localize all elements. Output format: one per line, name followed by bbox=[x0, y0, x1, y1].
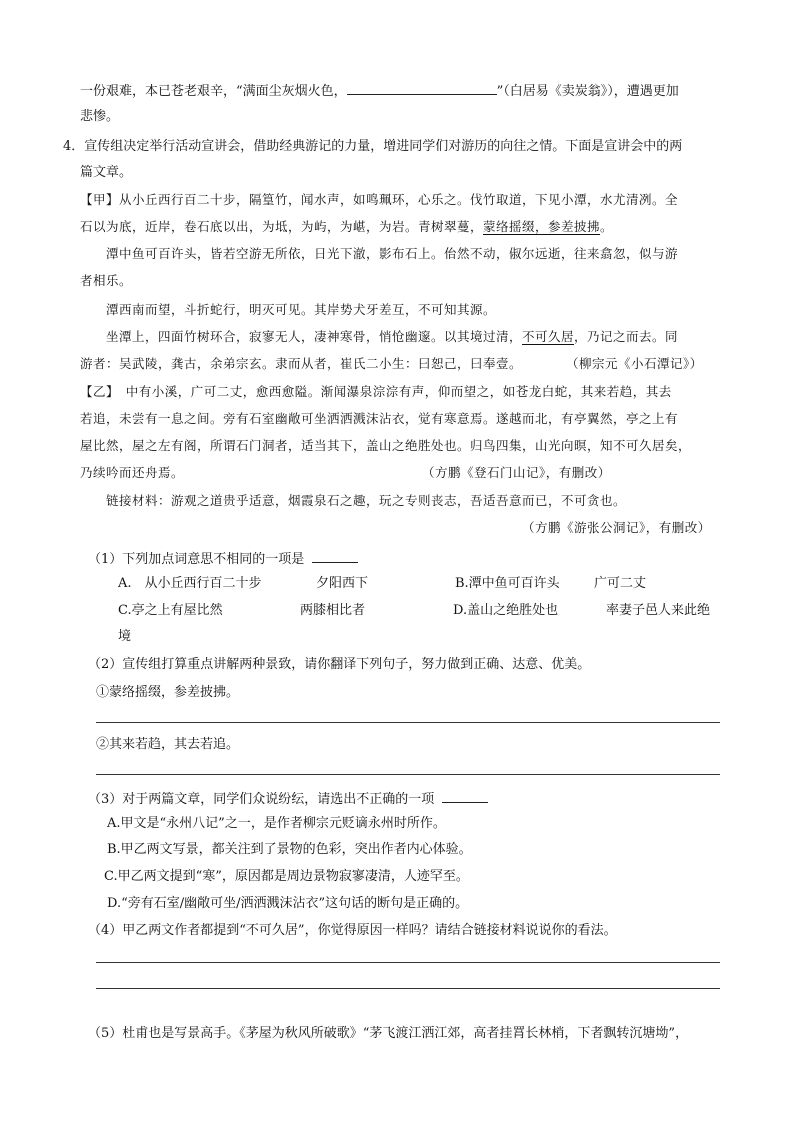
yi-p1-line1: 【乙】 中有小溪，广可二丈，愈西愈隘。渐闻瀑泉淙淙有声，仰而望之，如苍龙白蛇，其来若趋，其去 bbox=[80, 384, 672, 399]
q5-stem: （5）杜甫也是写景高手。《茅屋为秋风所破歌》“茅飞渡江洒江郊，高者挂罥长林梢，下者飘转沉塘坳”， bbox=[88, 1026, 689, 1041]
answer-blank[interactable] bbox=[347, 82, 497, 95]
jia-underlined-phrase: 蒙络摇缀，参差披拂 bbox=[483, 219, 601, 234]
jia-p4-line2: 游者：吴武陵，龚古，余弟宗玄。隶而从者，崔氏二小生：曰恕己，曰奉壹。 bbox=[80, 356, 523, 371]
q2-stem: （2）宣传组打算重点讲解两种景致，请你翻译下列句子，努力做到正确、达意、优美。 bbox=[88, 657, 591, 672]
q1-option-d: D.盖山之绝胜处也 bbox=[453, 603, 559, 618]
top-line-1-post: ”（白居易《卖炭翁》），遭遇更加 bbox=[496, 84, 679, 99]
jia-p4-post: ，乃记之而去。同 bbox=[574, 329, 679, 344]
q4sub-stem: （4）甲乙两文作者都提到“不可久居”，你觉得原因一样吗？请结合链接材料说说你的看法。 bbox=[88, 923, 617, 938]
q1-option-c: C.亭之上有屋比然 bbox=[118, 603, 223, 618]
q3-stem bbox=[88, 790, 488, 806]
q3-option-c: C.甲乙两文提到“寒”，原因都是周边景物寂寥凄清，人迹罕至。 bbox=[104, 869, 469, 884]
q3-option-d: D.“旁有石室/幽敞可坐/洒洒溅沫沾衣”这句话的断句是正确的。 bbox=[107, 896, 469, 911]
q3-answer-blank[interactable] bbox=[442, 790, 488, 803]
q1-option-c-compare: 两膝相比者 bbox=[300, 603, 366, 618]
q2-sentence-2: ②其来若趋，其去若追。 bbox=[96, 737, 240, 752]
q3-stem-text: （3）对于两篇文章，同学们众说纷纭，请选出不正确的一项 bbox=[88, 792, 435, 807]
link-material: 链接材料：游观之道贵乎适意，烟霞泉石之趣，玩之专则丧志，吾适吾意而已，不可贪也。 bbox=[106, 493, 627, 508]
jia-underlined-bukejiuju: 不可久居 bbox=[522, 329, 575, 344]
q2-sentence-1: ①蒙络摇缀，参差披拂。 bbox=[96, 685, 240, 700]
yi-p1-line4: 乃续吟而还舟焉。 bbox=[80, 465, 185, 480]
q4-intro-2: 篇文章。 bbox=[80, 165, 133, 180]
q1-option-a-compare: 夕阳西下 bbox=[316, 576, 369, 591]
q1-option-d-compare-cont: 境 bbox=[118, 629, 132, 644]
q1-option-b-compare: 广可二丈 bbox=[594, 576, 647, 591]
top-line-1-pre: 一份艰难，本已苍老艰辛，“满面尘灰烟火色， bbox=[80, 84, 347, 99]
jia-source: （柳宗元《小石潭记》） bbox=[566, 356, 703, 371]
link-source: （方鹏《游张公洞记》，有删改） bbox=[522, 520, 711, 535]
q1-answer-blank[interactable] bbox=[312, 550, 358, 563]
jia-p1-line2-post: 。 bbox=[600, 219, 614, 234]
jia-p4-line1 bbox=[106, 331, 678, 344]
q1-stem bbox=[88, 550, 358, 566]
q4-intro-1: 4．宣传组决定举行活动宣讲会，借助经典游记的力量，增进同学们对游历的向往之情。下面是宣讲会中的两 bbox=[63, 139, 683, 154]
q2-answer-line-1[interactable] bbox=[96, 722, 720, 723]
q4sub-answer-line-2[interactable] bbox=[96, 988, 720, 989]
q3-option-a: A.甲文是“永州八记”之一，是作者柳宗元贬谪永州时所作。 bbox=[107, 816, 446, 831]
q1-option-a: A. 从小丘西行百二十步 bbox=[118, 576, 262, 591]
q1-option-d-compare: 率妻子邑人来此绝 bbox=[606, 603, 711, 618]
jia-p2-line1: 潭中鱼可百许头，皆若空游无所依，日光下澈，影布石上。佁然不动，俶尔远逝，往来翕忽，似与游 bbox=[106, 246, 679, 261]
jia-p1-line1: 【甲】从小丘西行百二十步，隔篁竹，闻水声，如鸣珮环，心乐之。伐竹取道，下见小潭，水尤清冽。全 bbox=[80, 192, 679, 207]
jia-p1-line2-pre: 石以为底，近岸，卷石底以出，为坻，为屿，为嵁，为岩。青树翠蔓， bbox=[80, 219, 484, 234]
q4sub-answer-line-1[interactable] bbox=[96, 962, 720, 963]
yi-p1-line2: 若追，未尝有一息之间。旁有石室幽敞可坐洒洒溅沫沾衣，觉有寒意焉。遂越而北，有亭翼然，亭之上有 bbox=[80, 411, 679, 426]
jia-p4-pre: 坐潭上，四面竹树环合，寂寥无人，凄神寒骨，悄怆幽邃。以其境过清， bbox=[106, 329, 523, 344]
jia-p2-line2: 者相乐。 bbox=[80, 273, 133, 288]
q2-answer-line-2[interactable] bbox=[96, 774, 720, 775]
yi-p1-line3: 屋比然，屋之左有阁，所谓石门洞者，适当其下，盖山之绝胜处也。归鸟四集，山光向暝，知不可久居矣， bbox=[80, 438, 692, 453]
q3-option-b: B.甲乙两文写景，都关注到了景物的色彩，突出作者内心体验。 bbox=[107, 842, 472, 857]
jia-p1-line2 bbox=[80, 221, 613, 234]
q1-option-b: B.潭中鱼可百许头 bbox=[455, 576, 560, 591]
yi-source: （方鹏《登石门山记》，有删改） bbox=[422, 465, 611, 480]
top-line-1 bbox=[80, 82, 679, 98]
jia-p3: 潭西南而望，斗折蛇行，明灭可见。其岸势犬牙差互，不可知其源。 bbox=[106, 302, 497, 317]
top-line-2: 悲惨。 bbox=[80, 109, 120, 124]
q1-stem-text: （1）下列加点词意思不相同的一项是 bbox=[88, 552, 305, 567]
